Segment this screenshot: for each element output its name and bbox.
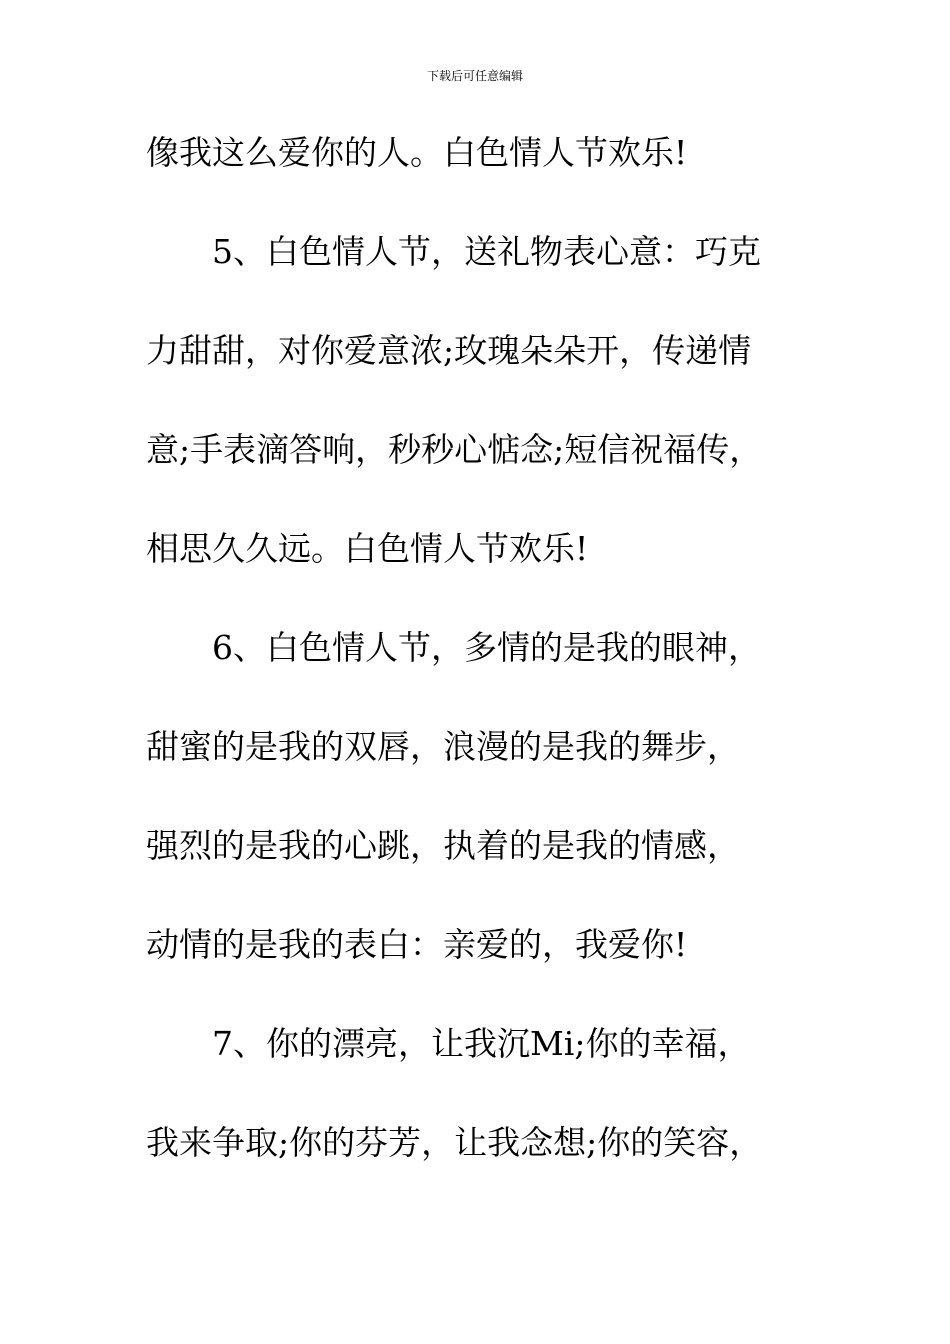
header-note: 下载后可任意编辑	[426, 69, 523, 83]
text-line: 6、白色情人节，多情的是我的眼神，	[212, 628, 761, 667]
text-line: 7、你的漂亮，让我沉Mi;你的幸福，	[212, 1024, 751, 1063]
text-line: 我来争取;你的芬芳，让我念想;你的笑容，	[146, 1123, 763, 1162]
text-line: 动情的是我的表白：亲爱的，我爱你!	[146, 925, 688, 964]
text-line: 像我这么爱你的人。白色情人节欢乐!	[146, 133, 688, 172]
document-body	[146, 131, 806, 1220]
text-line: 相思久久远。白色情人节欢乐!	[146, 529, 589, 568]
text-line: 力甜甜，对你爱意浓;玫瑰朵朵开，传递情	[146, 331, 752, 370]
text-line: 意;手表滴答响，秒秒心惦念;短信祝福传，	[146, 430, 763, 469]
text-line: 5、白色情人节，送礼物表心意：巧克	[212, 232, 761, 271]
text-line: 强烈的是我的心跳，执着的是我的情感，	[146, 826, 740, 865]
text-line: 甜蜜的是我的双唇，浪漫的是我的舞步，	[146, 727, 740, 766]
